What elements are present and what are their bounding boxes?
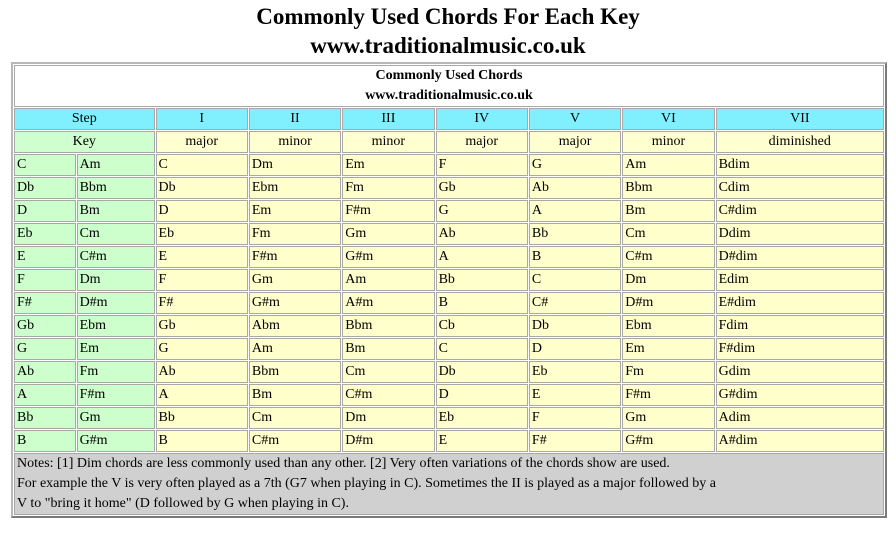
key-name-cell: F: [14, 269, 76, 291]
chord-cell: E: [529, 384, 621, 406]
degree-header: VII: [716, 108, 884, 130]
chord-cell: F#m: [249, 246, 341, 268]
chord-cell: G#m: [249, 292, 341, 314]
notes-line: V to "bring it home" (D followed by G when playing in C).: [17, 496, 349, 511]
chord-cell: C: [156, 154, 248, 176]
chord-cell: Gm: [249, 269, 341, 291]
chord-cell: Edim: [716, 269, 884, 291]
chord-cell: Ebm: [249, 177, 341, 199]
chord-cell: G#m: [622, 430, 714, 452]
chord-cell: Bm: [249, 384, 341, 406]
key-name-cell: G: [14, 338, 76, 360]
relative-minor-cell: Fm: [77, 361, 155, 383]
chord-cell: Cdim: [716, 177, 884, 199]
key-name-cell: Gb: [14, 315, 76, 337]
table-row: [14, 430, 884, 452]
table-title-text: Commonly Used Chords: [375, 68, 523, 83]
chord-cell: G: [436, 200, 528, 222]
chord-cell: B: [436, 292, 528, 314]
page-title: Commonly Used Chords For Each Key: [256, 4, 640, 29]
table-row: [14, 200, 884, 222]
table-title: [14, 65, 884, 107]
key-name-cell: Bb: [14, 407, 76, 429]
chord-cell: Bbm: [342, 315, 434, 337]
relative-minor-cell: Gm: [77, 407, 155, 429]
relative-minor-cell: Am: [77, 154, 155, 176]
chord-cell: D#m: [342, 430, 434, 452]
degree-header: II: [249, 108, 341, 130]
mode-header: major: [529, 131, 621, 153]
chord-cell: Fdim: [716, 315, 884, 337]
chord-cell: Db: [436, 361, 528, 383]
chord-cell: Fm: [622, 361, 714, 383]
table-row: [14, 269, 884, 291]
relative-minor-cell: Cm: [77, 223, 155, 245]
table-row: [14, 407, 884, 429]
degree-header: IV: [436, 108, 528, 130]
chord-cell: Fm: [342, 177, 434, 199]
chord-cell: A: [529, 200, 621, 222]
chord-cell: Bdim: [716, 154, 884, 176]
relative-minor-cell: G#m: [77, 430, 155, 452]
chord-cell: Ab: [529, 177, 621, 199]
chord-cell: F#m: [342, 200, 434, 222]
mode-header: major: [156, 131, 248, 153]
table-row: [14, 292, 884, 314]
degree-header: VI: [622, 108, 714, 130]
chord-cell: Cm: [622, 223, 714, 245]
relative-minor-cell: Em: [77, 338, 155, 360]
chord-cell: Bb: [156, 407, 248, 429]
key-name-cell: E: [14, 246, 76, 268]
degree-header: I: [156, 108, 248, 130]
chord-cell: A#m: [342, 292, 434, 314]
mode-header-row: [14, 131, 884, 153]
chord-cell: Cm: [249, 407, 341, 429]
chord-cell: Bm: [342, 338, 434, 360]
relative-minor-cell: Ebm: [77, 315, 155, 337]
key-name-cell: Ab: [14, 361, 76, 383]
chord-cell: E: [156, 246, 248, 268]
notes-line: Notes: [1] Dim chords are less commonly used than any other. [2] Very often variations of the chords show are used.: [17, 456, 670, 471]
chord-cell: B: [156, 430, 248, 452]
chord-cell: B: [529, 246, 621, 268]
page-header: [0, 0, 896, 62]
chord-cell: Gdim: [716, 361, 884, 383]
chord-cell: Fm: [249, 223, 341, 245]
chord-cell: C#dim: [716, 200, 884, 222]
table-row: [14, 338, 884, 360]
chord-cell: Gm: [342, 223, 434, 245]
page-subtitle-url: www.traditionalmusic.co.uk: [310, 33, 586, 58]
chord-cell: Cm: [342, 361, 434, 383]
chord-cell: Eb: [156, 223, 248, 245]
relative-minor-cell: Bm: [77, 200, 155, 222]
chord-cell: G: [156, 338, 248, 360]
chord-cell: Bbm: [622, 177, 714, 199]
degree-header: V: [529, 108, 621, 130]
chord-cell: D#m: [622, 292, 714, 314]
chord-cell: Cb: [436, 315, 528, 337]
chord-cell: Am: [622, 154, 714, 176]
step-label: Step: [14, 108, 155, 130]
chord-cell: Dm: [249, 154, 341, 176]
chord-cell: Bb: [529, 223, 621, 245]
key-name-cell: C: [14, 154, 76, 176]
relative-minor-cell: D#m: [77, 292, 155, 314]
chord-cell: Ab: [156, 361, 248, 383]
key-name-cell: D: [14, 200, 76, 222]
chord-cell: Gb: [436, 177, 528, 199]
chord-cell: G: [529, 154, 621, 176]
chord-cell: A: [156, 384, 248, 406]
chord-cell: Eb: [529, 361, 621, 383]
chord-cell: Eb: [436, 407, 528, 429]
chord-cell: F: [529, 407, 621, 429]
chord-cell: E#dim: [716, 292, 884, 314]
key-name-cell: A: [14, 384, 76, 406]
table-row: [14, 246, 884, 268]
chord-cell: C: [436, 338, 528, 360]
mode-header: major: [436, 131, 528, 153]
chord-cell: A: [436, 246, 528, 268]
relative-minor-cell: F#m: [77, 384, 155, 406]
mode-header: diminished: [716, 131, 884, 153]
mode-header: minor: [249, 131, 341, 153]
chord-cell: C#m: [249, 430, 341, 452]
chord-cell: Bbm: [249, 361, 341, 383]
chord-cell: D: [436, 384, 528, 406]
chord-cell: Bb: [436, 269, 528, 291]
key-name-cell: Db: [14, 177, 76, 199]
chord-cell: C: [529, 269, 621, 291]
table-row: [14, 177, 884, 199]
chord-cell: Db: [529, 315, 621, 337]
chord-cell: Adim: [716, 407, 884, 429]
key-name-cell: F#: [14, 292, 76, 314]
chord-cell: A#dim: [716, 430, 884, 452]
notes: [14, 453, 884, 515]
step-header-row: [14, 108, 884, 130]
chord-cell: D: [156, 200, 248, 222]
chord-cell: Am: [249, 338, 341, 360]
chord-cell: C#: [529, 292, 621, 314]
table-row: [14, 315, 884, 337]
chord-cell: Ab: [436, 223, 528, 245]
chord-cell: F: [156, 269, 248, 291]
chord-cell: D: [529, 338, 621, 360]
table-row: [14, 154, 884, 176]
chord-cell: Ddim: [716, 223, 884, 245]
mode-header: minor: [622, 131, 714, 153]
notes-line: For example the V is very often played as a 7th (G7 when playing in C). Sometimes the II is played as a major followed by a: [17, 476, 716, 491]
chord-cell: Em: [622, 338, 714, 360]
chord-cell: C#m: [622, 246, 714, 268]
key-name-cell: Eb: [14, 223, 76, 245]
chord-cell: Db: [156, 177, 248, 199]
chord-cell: E: [436, 430, 528, 452]
key-name-cell: B: [14, 430, 76, 452]
chord-cell: G#dim: [716, 384, 884, 406]
chord-cell: C#m: [342, 384, 434, 406]
degree-header: III: [342, 108, 434, 130]
relative-minor-cell: C#m: [77, 246, 155, 268]
relative-minor-cell: Bbm: [77, 177, 155, 199]
chord-cell: Dm: [622, 269, 714, 291]
table-title-url: www.traditionalmusic.co.uk: [365, 88, 533, 103]
mode-header: minor: [342, 131, 434, 153]
relative-minor-cell: Dm: [77, 269, 155, 291]
key-label: Key: [14, 131, 155, 153]
chord-cell: Am: [342, 269, 434, 291]
chord-cell: G#m: [342, 246, 434, 268]
chord-cell: Em: [342, 154, 434, 176]
table-row: [14, 361, 884, 383]
chord-cell: Dm: [342, 407, 434, 429]
table-row: [14, 223, 884, 245]
chord-cell: F#: [529, 430, 621, 452]
chord-cell: Ebm: [622, 315, 714, 337]
chords-table: [11, 62, 887, 518]
chord-cell: F#dim: [716, 338, 884, 360]
chord-cell: Bm: [622, 200, 714, 222]
chord-cell: F: [436, 154, 528, 176]
chord-cell: F#m: [622, 384, 714, 406]
chord-cell: D#dim: [716, 246, 884, 268]
chord-cell: Gm: [622, 407, 714, 429]
chord-cell: F#: [156, 292, 248, 314]
table-row: [14, 384, 884, 406]
chord-cell: Abm: [249, 315, 341, 337]
chord-cell: Em: [249, 200, 341, 222]
chord-cell: Gb: [156, 315, 248, 337]
